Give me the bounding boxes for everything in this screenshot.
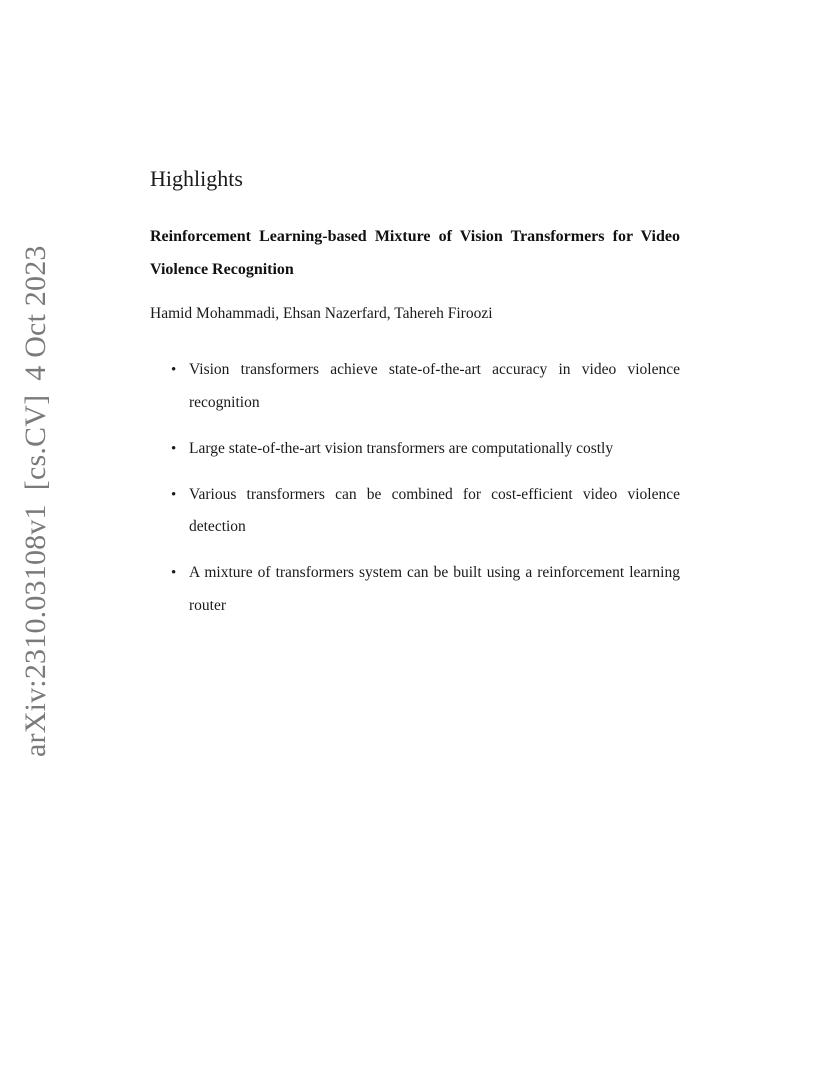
arxiv-category: [cs.CV] [19, 394, 52, 491]
author-list: Hamid Mohammadi, Ehsan Nazerfard, Tahereh Firoozi [150, 305, 493, 322]
bullet-icon: • [171, 486, 177, 503]
bullet-icon: • [171, 362, 177, 378]
highlight-text: Vision transformers achieve state-of-the-art accuracy in video violence recognition [189, 361, 680, 411]
highlight-item [150, 433, 680, 466]
paper-title: Reinforcement Learning-based Mixture of Vision Transformers for Video Violence Recognition [150, 228, 680, 278]
highlights-list [150, 354, 680, 622]
highlight-text: Large state-of-the-art vision transformers are computationally costly [189, 439, 614, 457]
highlight-text: A mixture of transformers system can be built using a reinforcement learning router [189, 564, 680, 614]
highlight-item [150, 479, 680, 544]
arxiv-date: 4 Oct 2023 [19, 245, 52, 381]
highlight-item [150, 557, 680, 622]
highlights-page [150, 164, 680, 636]
arxiv-identifier-stamp [18, 245, 54, 757]
arxiv-id: arXiv:2310.03108v1 [19, 504, 52, 757]
highlight-text: Various transformers can be combined for cost-efficient video violence detection [189, 485, 680, 535]
bullet-icon: • [171, 565, 177, 581]
bullet-icon: • [171, 440, 177, 457]
highlight-item [150, 354, 680, 419]
page-heading: Highlights [150, 166, 243, 191]
